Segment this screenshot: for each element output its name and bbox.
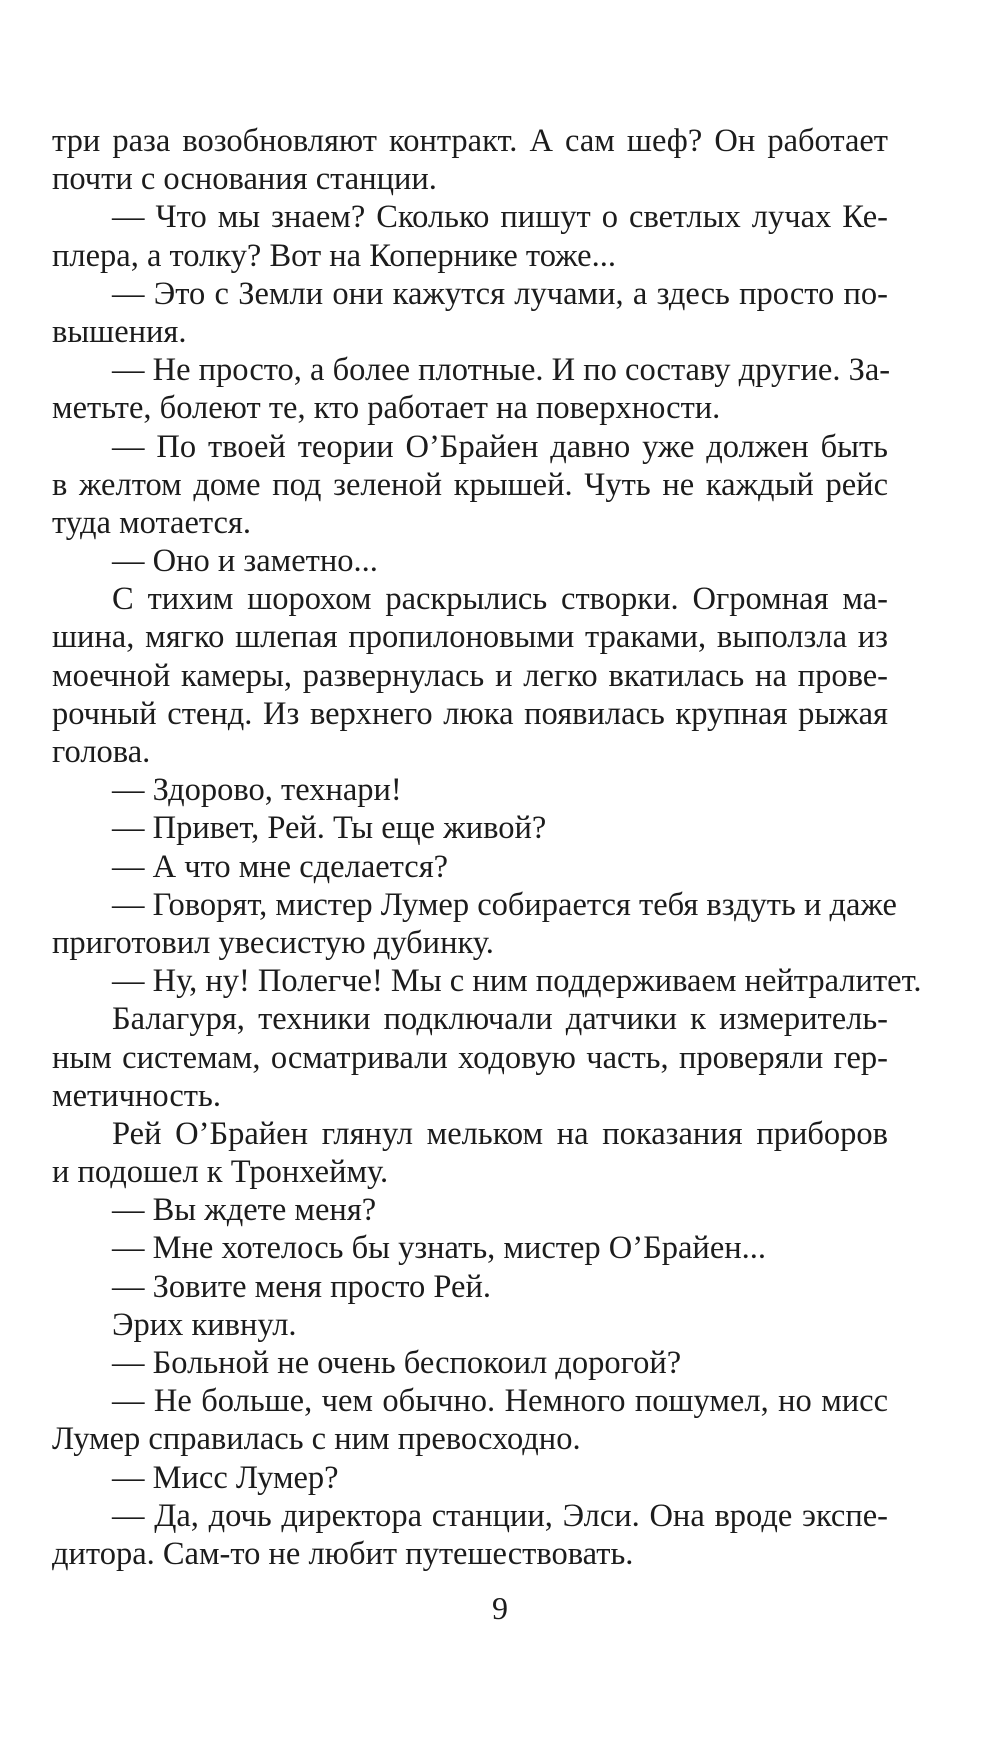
text-line: моечной камеры, развернулась и легко вкатилась на прове- (52, 657, 888, 694)
text-line: шина, мягко шлепая пропилоновыми траками, выползла из (52, 619, 888, 656)
text-line: — Здорово, технари! (112, 772, 402, 809)
text-line: — Да, дочь директора станции, Элси. Она вроде экспе- (112, 1497, 888, 1534)
text-line: дитора. Сам-то не любит путешествовать. (52, 1535, 634, 1572)
body-text (52, 122, 922, 1573)
text-line: Лумер справилась с ним превосходно. (52, 1421, 581, 1458)
text-line: три раза возобновляют контракт. А сам шеф? Он работает (52, 123, 888, 159)
text-line: — А что мне сделается? (112, 848, 449, 885)
text-line: и подошел к Тронхейму. (52, 1154, 389, 1191)
text-line: ным системам, осматривали ходовую часть, проверяли гер- (52, 1039, 888, 1076)
text-line: рочный стенд. Из верхнего люка появилась крупная рыжая (52, 695, 888, 732)
text-line: — Привет, Рей. Ты еще живой? (112, 810, 547, 847)
page-number: 9 (492, 1590, 508, 1626)
text-line: метичность. (52, 1077, 221, 1114)
text-line: — Не просто, а более плотные. И по составу другие. За- (112, 352, 891, 389)
text-line: Балагуря, техники подключали датчики к измеритель- (112, 1001, 888, 1038)
text-line: — Ну, ну! Полегче! Мы с ним поддерживаем нейтралитет. (112, 963, 922, 1000)
text-line: голова. (52, 734, 151, 770)
text-line: — Не больше, чем обычно. Немного пошумел, но мисс (112, 1383, 888, 1420)
text-line: — По твоей теории О’Брайен давно уже должен быть (112, 428, 888, 465)
text-line: вышения. (52, 313, 187, 350)
text-line: — Оно и заметно... (112, 543, 378, 580)
text-line: С тихим шорохом раскрылись створки. Огромная ма- (112, 581, 888, 618)
text-line: — Что мы знаем? Сколько пишут о светлых лучах Ке- (112, 199, 888, 236)
text-line: — Зовите меня просто Рей. (112, 1268, 491, 1305)
text-line: — Вы ждете меня? (112, 1192, 377, 1229)
text-line: Рей О’Брайен глянул мельком на показания приборов (112, 1115, 888, 1152)
text-line: — Мне хотелось бы узнать, мистер О’Брайен... (112, 1230, 767, 1267)
text-line: — Мисс Лумер? (112, 1459, 339, 1496)
text-line: Эрих кивнул. (112, 1306, 297, 1343)
text-line: почти с основания станции. (52, 161, 437, 198)
text-line: в желтом доме под зеленой крышей. Чуть не каждый рейс (52, 466, 888, 503)
text-line: приготовил увесистую дубинку. (52, 924, 494, 961)
text-line: плера, а толку? Вот на Копернике тоже... (52, 237, 616, 274)
text-line: — Говорят, мистер Лумер собирается тебя вздуть и даже (112, 886, 897, 923)
text-line: — Это с Земли они кажутся лучами, а здесь просто по- (112, 275, 888, 312)
text-line: — Больной не очень беспокоил дорогой? (112, 1345, 682, 1381)
text-line: туда мотается. (52, 504, 251, 541)
text-line: метьте, болеют те, кто работает на поверхности. (52, 390, 721, 427)
